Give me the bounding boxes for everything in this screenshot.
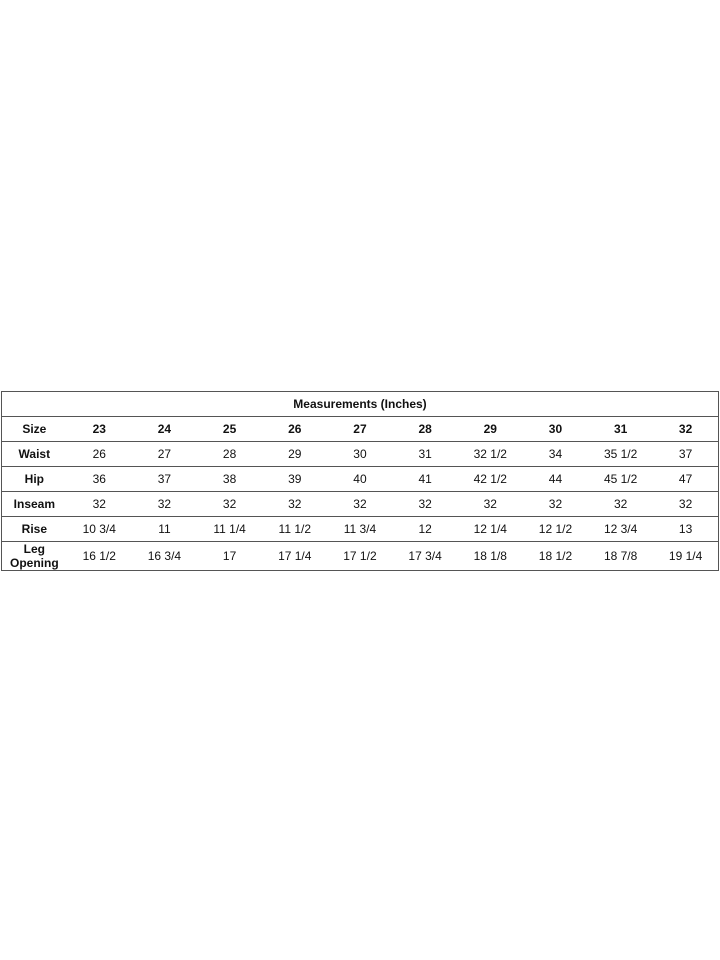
table-cell: 32 bbox=[653, 492, 718, 517]
table-cell: 12 bbox=[393, 517, 458, 542]
table-cell: 17 bbox=[197, 542, 262, 571]
table-cell: 31 bbox=[393, 442, 458, 467]
table-cell: 18 1/2 bbox=[523, 542, 588, 571]
table-cell: 11 3/4 bbox=[327, 517, 392, 542]
row-label-inseam: Inseam bbox=[2, 492, 67, 517]
table-row-leg-opening bbox=[2, 542, 719, 571]
table-cell: 38 bbox=[197, 467, 262, 492]
size-column-header: 27 bbox=[327, 417, 392, 442]
table-cell: 32 bbox=[393, 492, 458, 517]
table-cell: 11 bbox=[132, 517, 197, 542]
size-column-header: 23 bbox=[67, 417, 132, 442]
row-label-waist: Waist bbox=[2, 442, 67, 467]
size-column-header: 24 bbox=[132, 417, 197, 442]
table-cell: 30 bbox=[327, 442, 392, 467]
table-cell: 32 bbox=[67, 492, 132, 517]
size-column-header: 31 bbox=[588, 417, 653, 442]
table-row-hip bbox=[2, 467, 719, 492]
table-cell: 32 bbox=[523, 492, 588, 517]
size-column-header: 26 bbox=[262, 417, 327, 442]
row-label-leg-opening: Leg Opening bbox=[2, 542, 67, 571]
table-cell: 28 bbox=[197, 442, 262, 467]
table-cell: 27 bbox=[132, 442, 197, 467]
table-cell: 10 3/4 bbox=[67, 517, 132, 542]
table-cell: 16 3/4 bbox=[132, 542, 197, 571]
size-column-header: 28 bbox=[393, 417, 458, 442]
table-cell: 45 1/2 bbox=[588, 467, 653, 492]
table-cell: 32 bbox=[458, 492, 523, 517]
table-cell: 13 bbox=[653, 517, 718, 542]
table-cell: 32 bbox=[327, 492, 392, 517]
table-cell: 18 7/8 bbox=[588, 542, 653, 571]
table-cell: 32 1/2 bbox=[458, 442, 523, 467]
size-column-header: 25 bbox=[197, 417, 262, 442]
table-cell: 17 1/2 bbox=[327, 542, 392, 571]
table-title: Measurements (Inches) bbox=[2, 392, 719, 417]
size-column-header: 32 bbox=[653, 417, 718, 442]
table-cell: 12 1/4 bbox=[458, 517, 523, 542]
table-cell: 42 1/2 bbox=[458, 467, 523, 492]
table-title-row bbox=[2, 392, 719, 417]
table-cell: 41 bbox=[393, 467, 458, 492]
table-cell: 36 bbox=[67, 467, 132, 492]
table-row-waist bbox=[2, 442, 719, 467]
table-cell: 37 bbox=[653, 442, 718, 467]
row-label-size: Size bbox=[2, 417, 67, 442]
table-cell: 11 1/4 bbox=[197, 517, 262, 542]
table-cell: 35 1/2 bbox=[588, 442, 653, 467]
table-cell: 19 1/4 bbox=[653, 542, 718, 571]
table-cell: 32 bbox=[197, 492, 262, 517]
table-cell: 47 bbox=[653, 467, 718, 492]
size-column-header: 30 bbox=[523, 417, 588, 442]
table-cell: 40 bbox=[327, 467, 392, 492]
table-cell: 29 bbox=[262, 442, 327, 467]
table-cell: 37 bbox=[132, 467, 197, 492]
table-cell: 32 bbox=[588, 492, 653, 517]
table-cell: 32 bbox=[262, 492, 327, 517]
table-cell: 34 bbox=[523, 442, 588, 467]
table-cell: 17 1/4 bbox=[262, 542, 327, 571]
table-cell: 12 3/4 bbox=[588, 517, 653, 542]
table-cell: 26 bbox=[67, 442, 132, 467]
table-row-inseam bbox=[2, 492, 719, 517]
table-cell: 16 1/2 bbox=[67, 542, 132, 571]
row-label-hip: Hip bbox=[2, 467, 67, 492]
table-cell: 18 1/8 bbox=[458, 542, 523, 571]
table-cell: 32 bbox=[132, 492, 197, 517]
row-label-rise: Rise bbox=[2, 517, 67, 542]
table-cell: 17 3/4 bbox=[393, 542, 458, 571]
table-cell: 44 bbox=[523, 467, 588, 492]
size-header-row bbox=[2, 417, 719, 442]
size-chart-table bbox=[1, 391, 719, 571]
size-column-header: 29 bbox=[458, 417, 523, 442]
table-row-rise bbox=[2, 517, 719, 542]
table-cell: 12 1/2 bbox=[523, 517, 588, 542]
table-cell: 39 bbox=[262, 467, 327, 492]
table-cell: 11 1/2 bbox=[262, 517, 327, 542]
